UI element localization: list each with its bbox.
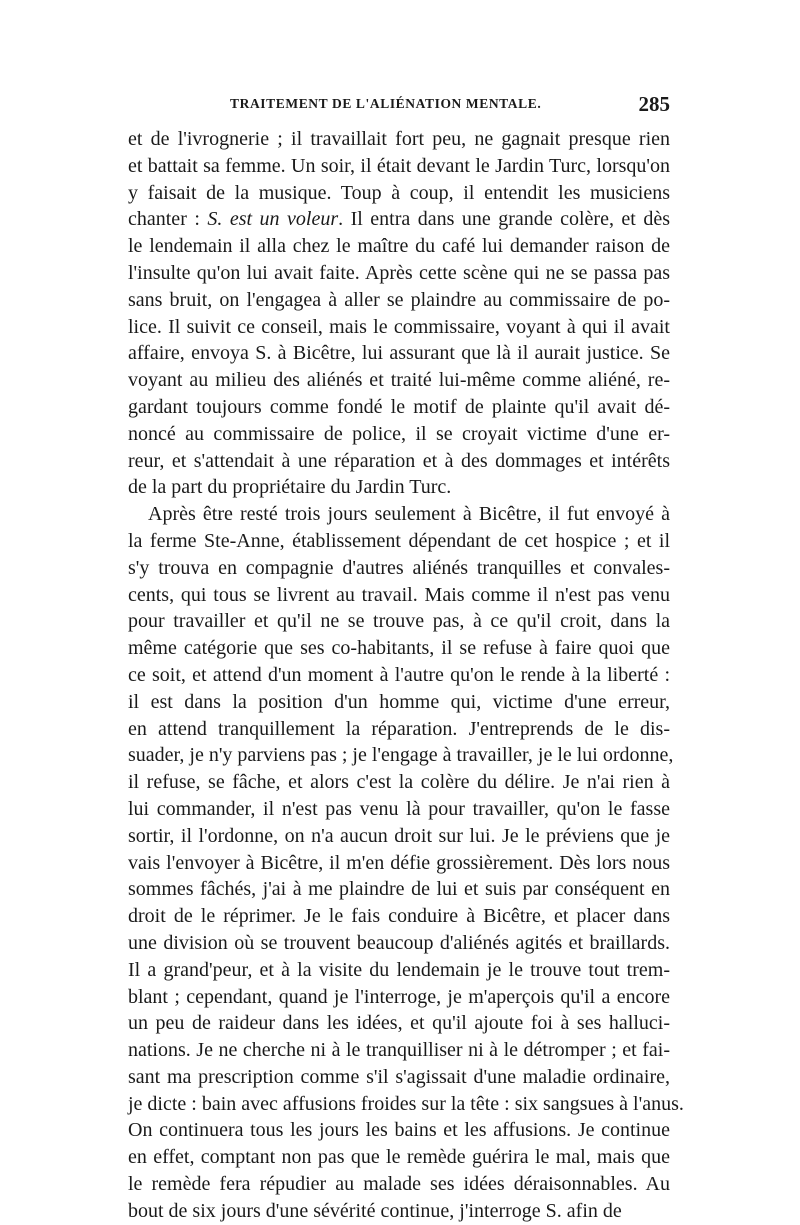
text-line: sortir, il l'ordonne, on n'a aucun droit sur lui. Je le préviens que je [128, 824, 670, 847]
text-line: gardant toujours comme fondé le motif de plainte qu'il avait dé- [128, 395, 670, 418]
running-head [128, 92, 670, 122]
text-line: le lendemain il alla chez le maître du café lui demander raison de [128, 235, 670, 258]
text-line: une division où se trouvent beaucoup d'aliénés agités et braillards. [128, 931, 670, 954]
text-line: l'insulte qu'on lui avait faite. Après cette scène qui ne se passa pas [128, 261, 670, 284]
text-line: même catégorie que ses co-habitants, il se refuse à faire quoi que [128, 637, 670, 660]
text-line: le remède fera répudier au malade ses idées déraisonnables. Au [128, 1173, 670, 1196]
book-page [128, 92, 684, 1225]
text-line: s'y trouva en compagnie d'autres aliénés tranquilles et convales- [128, 556, 670, 579]
text-line: On continuera tous les jours les bains et les affusions. Je continue [128, 1119, 670, 1142]
text-line: il refuse, se fâche, et alors c'est la colère du délire. Je n'ai rien à [128, 771, 670, 794]
text-line: il est dans la position d'un homme qui, victime d'une erreur, [128, 690, 670, 713]
text-line: chanter : S. est un voleur. Il entra dans une grande colère, et dès [128, 208, 670, 231]
text-line: suader, je n'y parviens pas ; je l'engage à travailler, je le lui ordonne, [128, 744, 674, 767]
text-line: Après être resté trois jours seulement à Bicêtre, il fut envoyé à [148, 503, 670, 526]
text-line: cents, qui tous se livrent au travail. Mais comme il n'est pas venu [128, 583, 670, 606]
running-title: TRAITEMENT DE L'ALIÉNATION MENTALE. [230, 96, 542, 111]
text-line: sommes fâchés, j'ai à me plaindre de lui et suis par conséquent en [128, 878, 670, 901]
text-line: de la part du propriétaire du Jardin Turc. [128, 476, 452, 499]
text-line: je dicte : bain avec affusions froides sur la tête : six sangsues à l'anus. [128, 1092, 684, 1115]
page-number: 285 [638, 92, 670, 116]
text-line: vais l'envoyer à Bicêtre, il m'en défie grossièrement. Dès lors nous [128, 851, 670, 874]
text-line: Il a grand'peur, et à la visite du lendemain je le trouve tout trem- [128, 958, 670, 981]
text-line: sans bruit, on l'engagea à aller se plaindre au commissaire de po- [128, 288, 670, 311]
text-line: et de l'ivrognerie ; il travaillait fort peu, ne gagnait presque rien [128, 128, 670, 150]
text-line: en attend tranquillement la réparation. J'entreprends de le dis- [128, 717, 670, 740]
text-line: affaire, envoya S. à Bicêtre, lui assurant que là il aurait justice. Se [128, 342, 670, 365]
text-line: bout de six jours d'une sévérité continue, j'interroge S. afin de [128, 1199, 622, 1222]
text-line: lui commander, il n'est pas venu là pour travailler, qu'on le fasse [128, 797, 670, 820]
text-line: droit de le réprimer. Je le fais conduire à Bicêtre, et placer dans [128, 905, 670, 928]
text-line: sant ma prescription comme s'il s'agissait d'une maladie ordinaire, [128, 1065, 670, 1088]
paragraph-2 [128, 501, 684, 1225]
text-line: voyant au milieu des aliénés et traité lui-même comme aliéné, re- [128, 369, 670, 392]
text-line: lice. Il suivit ce conseil, mais le commissaire, voyant à qui il avait [128, 315, 670, 338]
text-line: reur, et s'attendait à une réparation et à des dommages et intérêts [128, 449, 670, 472]
text-line: en effet, comptant non pas que le remède guérira le mal, mais que [128, 1146, 670, 1169]
text-line: nations. Je ne cherche ni à le tranquilliser ni à le détromper ; et fai- [128, 1039, 670, 1062]
text-line: noncé au commissaire de police, il se croyait victime d'une er- [128, 422, 670, 445]
text-line: blant ; cependant, quand je l'interroge, je m'aperçois qu'il a encore [128, 985, 670, 1008]
text-line: un peu de raideur dans les idées, et qu'il ajoute foi à ses halluci- [128, 1012, 670, 1035]
italic-quote: S. est un voleur [207, 208, 339, 231]
text-line: ce soit, et attend d'un moment à l'autre qu'on le rende à la liberté : [128, 663, 670, 686]
text-line: y faisait de la musique. Toup à coup, il entendit les musiciens [128, 181, 670, 204]
text-line: et battait sa femme. Un soir, il était devant le Jardin Turc, lorsqu'on [128, 154, 670, 177]
paragraph-1 [128, 126, 670, 501]
text-line: la ferme Ste-Anne, établissement dépendant de cet hospice ; et il [128, 529, 670, 552]
text-line: pour travailler et qu'il ne se trouve pas, à ce qu'il croit, dans la [128, 610, 670, 633]
